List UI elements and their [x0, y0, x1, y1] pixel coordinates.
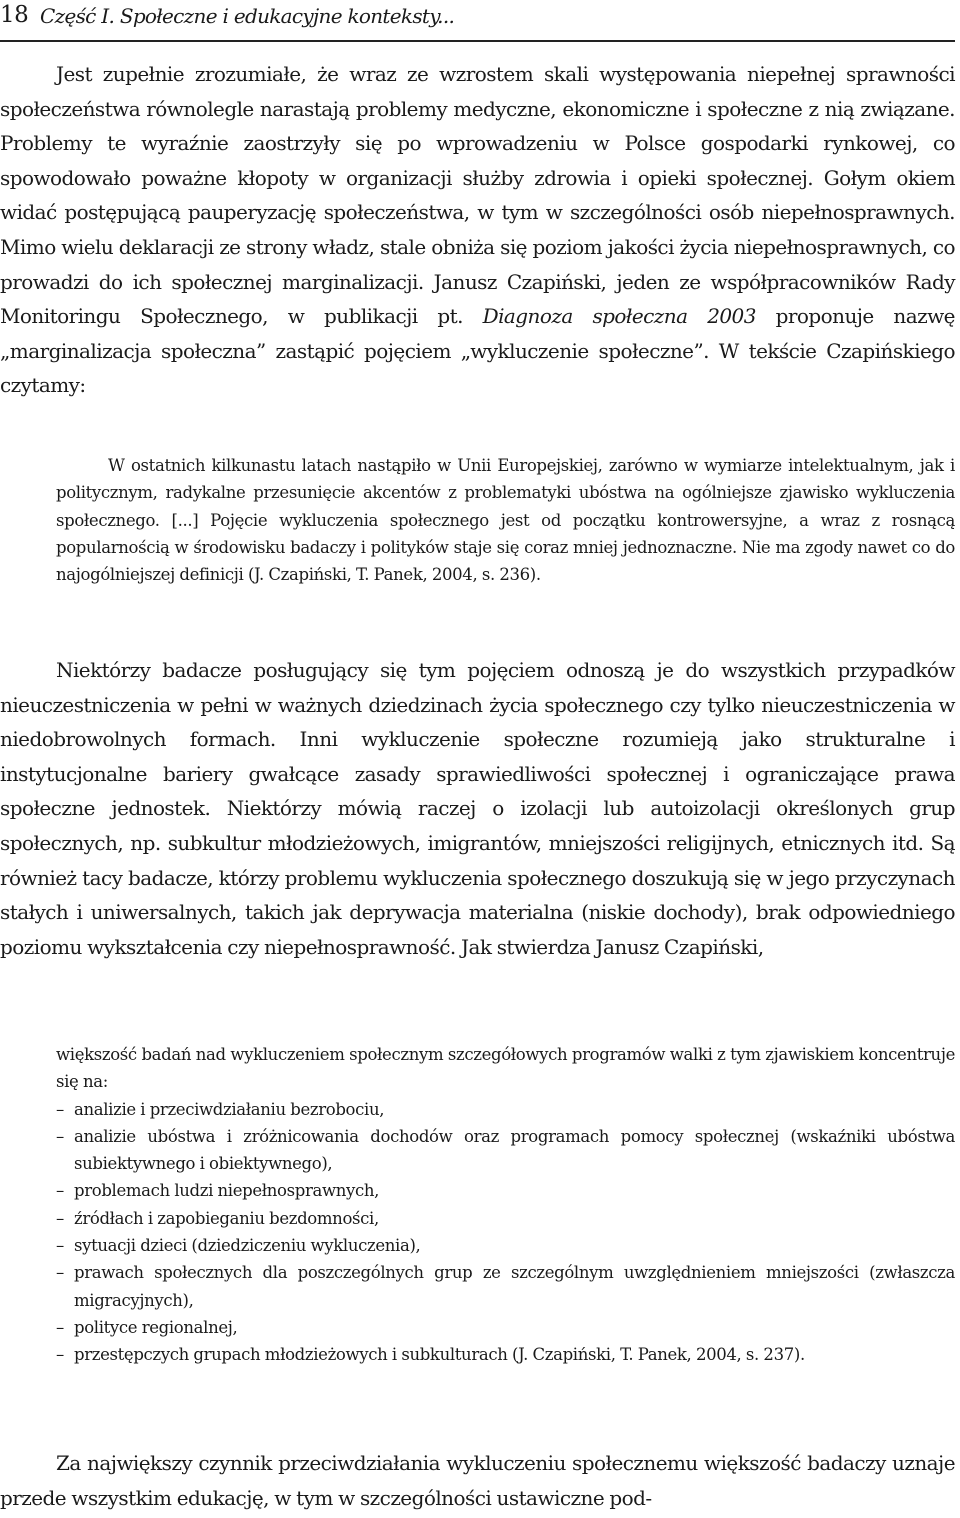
dash-marker: – — [56, 1345, 64, 1365]
block-quote-2 — [56, 1041, 955, 1369]
page-header — [0, 0, 955, 42]
list-item — [56, 1123, 955, 1178]
list-item — [56, 1314, 955, 1341]
dash-marker: – — [56, 1099, 64, 1119]
paragraph-1 — [0, 57, 955, 403]
paragraph-1-continuation: proponuje nazwę „marginalizacja społeczna” zastąpić pojęciem „wykluczenie społeczne”. W tekście Czapińskiego czytamy: — [0, 304, 955, 398]
running-title: Część I. Społeczne i edukacyjne konteksty... — [40, 4, 455, 28]
list-item-text: problemach ludzi niepełnosprawnych, — [74, 1181, 380, 1201]
list-item — [56, 1259, 955, 1314]
dash-marker: – — [56, 1208, 64, 1228]
list-item-text: przestępczych grupach młodzieżowych i subkulturach (J. Czapiński, T. Panek, 2004, s. 237). — [74, 1345, 805, 1365]
page-number: 18 — [0, 2, 29, 28]
exclusion-topics-list — [56, 1096, 955, 1369]
paragraph-2: Niektórzy badacze posługujący się tym pojęciem odnoszą je do wszystkich przypadków nieuczestniczenia w pełni w ważnych dziedzinach życia społecznego czy tylko nieuczestniczenia w niedobrowolnych formach. Inni wykluczenie społeczne rozumieją jako strukturalne i instytucjonalne bariery gwałcące zasady sprawiedliwości społecznej i ograniczające prawa społeczne jednostek. Niektórzy mówią raczej o izolacji lub autoizolacji określonych grup społecznych, np. subkultur młodzieżowych, imigrantów, mniejszości religijnych, etnicznych itd. Są również tacy badacze, którzy problemu wykluczenia społecznego doszukują się w jego przyczynach stałych i uniwersalnych, takich jak deprywacja materialna (niskie dochody), brak odpowiedniego poziomu wykształcenia czy niepełnosprawność. Jak stwierdza Janusz Czapiński, — [0, 658, 955, 959]
list-item-text: analizie ubóstwa i zróżnicowania dochodów oraz programach pomocy społecznej (wskaźniki ubóstwa subiektywnego i obiektywnego), — [74, 1126, 955, 1174]
list-item-text: polityce regionalnej, — [74, 1317, 238, 1337]
paragraph-1-text: Jest zupełnie zrozumiałe, że wraz ze wzrostem skali występowania niepełnej sprawności społeczeństwa równolegle narastają problemy medyczne, ekonomiczne i społeczne z nią związane. Problemy te wyraźnie zaostrzyły się po wprowadzeniu w Polsce gospodarki rynkowej, co spowodowało poważne kłopoty w organizacji służby zdrowia i opieki społecznej. Gołym okiem widać postępującą pauperyzację społeczeństwa, w tym w szczególności osób niepełnosprawnych. Mimo wielu deklaracji ze strony władz, stale obniża się poziom jakości życia niepełnosprawnych, co prowadzi do ich społecznej marginalizacji. Janusz Czapiński, jeden ze współpracowników Rady Monitoringu Społecznego, w publikacji pt. — [0, 62, 955, 329]
publication-title: Diagnoza społeczna 2003 — [482, 304, 756, 329]
list-item-text: analizie i przeciwdziałaniu bezrobociu, — [74, 1099, 385, 1119]
list-item-text: sytuacji dzieci (dziedziczeniu wykluczenia), — [74, 1236, 421, 1256]
dash-marker: – — [56, 1263, 64, 1283]
list-item — [56, 1205, 955, 1232]
block-quote-1: W ostatnich kilkunastu latach nastąpiło w Unii Europejskiej, zarówno w wymiarze intelektualnym, jak i politycznym, radykalne przesunięcie akcentów z problematyki ubóstwa na ogólniejsze zjawisko wykluczenia społecznego. [...] Pojęcie wykluczenia społecznego jest od początku kontrowersyjne, a wraz z rosnącą popularnością w środowisku badaczy i polityków staje się coraz mniej jednoznaczne. Nie ma zgody nawet co do najogólniejszej definicji (J. Czapiński, T. Panek, 2004, s. 236). — [56, 456, 955, 585]
list-item — [56, 1232, 955, 1259]
list-item — [56, 1341, 955, 1368]
list-item — [56, 1096, 955, 1123]
list-item-text: prawach społecznych dla poszczególnych grup ze szczególnym uwzględnieniem mniejszości (zwłaszcza migracyjnych), — [74, 1263, 955, 1310]
list-item — [56, 1177, 955, 1204]
list-item-text: źródłach i zapobieganiu bezdomności, — [74, 1208, 379, 1228]
dash-marker: – — [56, 1126, 64, 1146]
dash-marker: – — [56, 1236, 64, 1256]
dash-marker: – — [56, 1181, 64, 1201]
block-quote-2-intro: większość badań nad wykluczeniem społecznym szczegółowych programów walki z tym zjawiskiem koncentruje się na: — [56, 1045, 955, 1092]
paragraph-3: Za największy czynnik przeciwdziałania wykluczeniu społecznemu większość badaczy uznaje przede wszystkim edukację, w tym w szczególności ustawiczne pod- — [0, 1451, 955, 1510]
dash-marker: – — [56, 1317, 64, 1337]
